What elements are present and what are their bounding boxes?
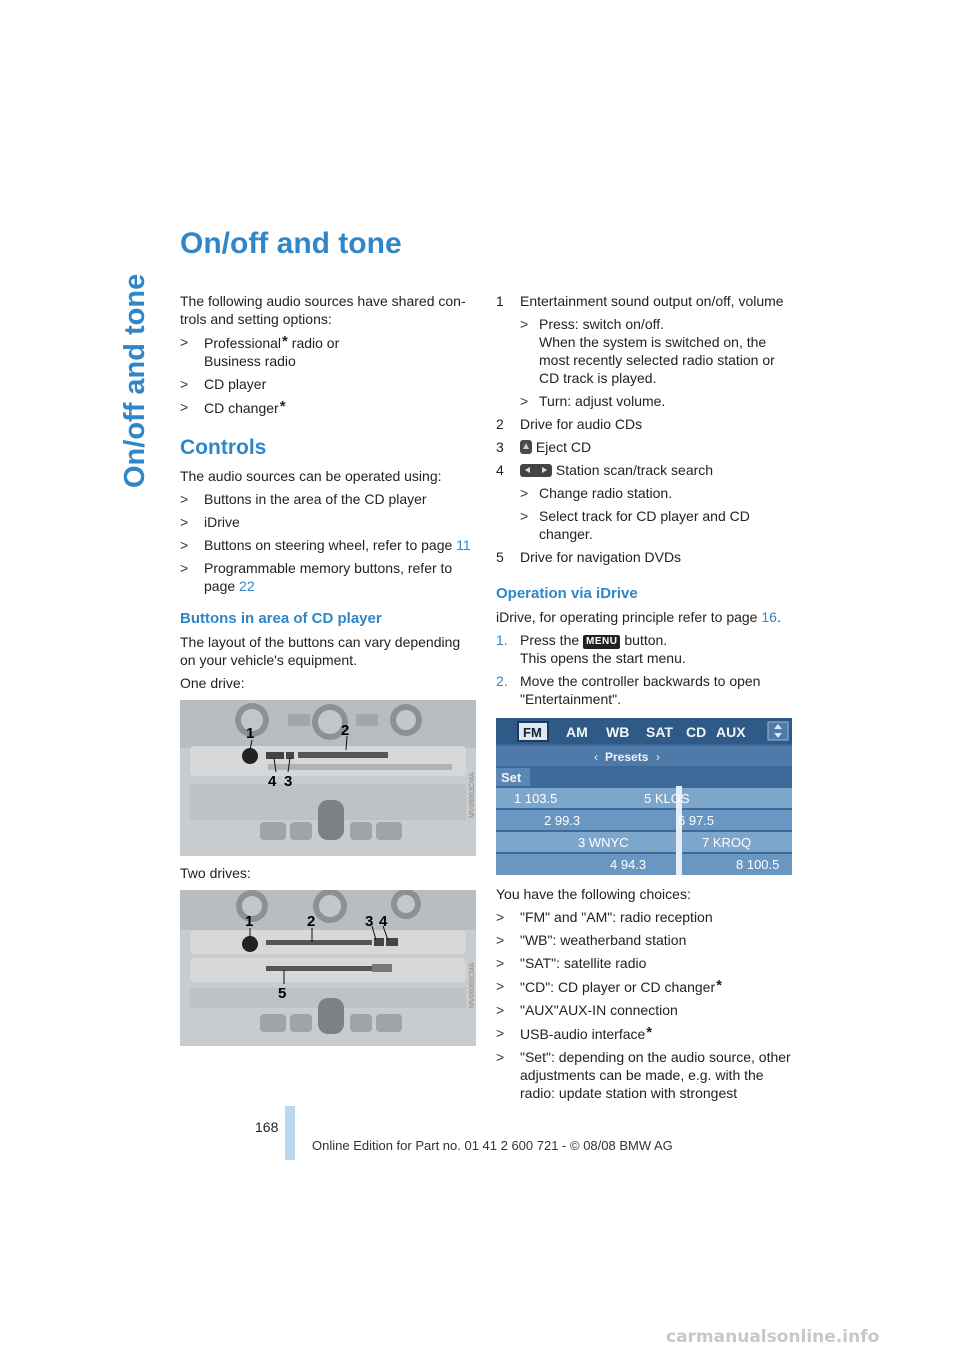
svg-text:›: › [656, 750, 660, 764]
callout-label: 2 [341, 722, 350, 739]
dashboard-one-drive-illustration [180, 700, 476, 856]
list-item [520, 315, 796, 387]
control-text: iDrive [204, 514, 240, 530]
list-item [180, 333, 476, 370]
presets-label: Presets [605, 750, 649, 764]
item-text: Drive for navigation DVDs [520, 549, 682, 565]
callout-label: 3 [284, 773, 293, 790]
item-text: Eject CD [535, 439, 592, 455]
list-item [520, 484, 796, 502]
one-drive-label: One drive: [180, 675, 245, 691]
sub-text: Press: switch on/off. [539, 316, 665, 332]
right-column [496, 292, 796, 1107]
bullet-mark: > [180, 334, 189, 350]
control-text: Programmable memory buttons, refer to page [204, 560, 453, 594]
station-5: 5 KLOS [644, 791, 690, 806]
subsection-heading-buttons: Buttons in area of CD player [180, 610, 382, 627]
list-item [496, 954, 796, 972]
item-number: 5 [496, 549, 504, 565]
callout-label: 5 [278, 985, 287, 1002]
list-item [180, 490, 476, 508]
item-number: 3 [496, 439, 504, 455]
station-2: 2 99.3 [544, 813, 581, 828]
item-number: 4 [496, 462, 504, 478]
list-item [496, 461, 796, 479]
intro-text: The following audio sources have shared con-trols and setting options: [180, 293, 466, 327]
control-text: Buttons in the area of the CD player [204, 491, 427, 507]
item-text: Entertainment sound output on/off, volume [520, 293, 784, 309]
step-item [496, 672, 796, 708]
source-text: Business radio [204, 353, 296, 369]
step-number: 2. [496, 673, 508, 689]
list-item [496, 931, 796, 949]
choice-text: "WB": weatherband station [520, 932, 687, 948]
tab-wb: WB [606, 724, 630, 740]
station-6: 6 97.5 [678, 813, 715, 828]
watermark: carmanualsonline.info [666, 1327, 880, 1347]
page-ref-link[interactable]: 22 [239, 578, 255, 594]
source-text: Professional [204, 335, 282, 351]
callout-label: 4 [268, 773, 277, 790]
list-item [496, 1024, 796, 1043]
callout-label: 3 [365, 913, 374, 930]
station-8: 8 100.5 [736, 857, 780, 872]
figure-code [466, 740, 476, 820]
optional-star: * [279, 398, 286, 415]
tab-fm: FM [523, 725, 542, 740]
menu-button-icon: MENU [583, 635, 620, 649]
section-heading-controls: Controls [180, 436, 267, 459]
svg-text:MV06063CMA: MV06063CMA [469, 772, 476, 818]
source-text: CD player [204, 376, 267, 392]
item-text: Station scan/track search [555, 462, 714, 478]
bullet-mark: > [520, 508, 529, 524]
page-number: 168 [255, 1119, 279, 1135]
choice-text: USB-audio interface [520, 1026, 646, 1042]
choice-text: "FM" and "AM": radio reception [520, 909, 713, 925]
station-3: 3 WNYC [578, 835, 629, 850]
tab-cd: CD [686, 724, 707, 740]
side-tab-label [114, 232, 154, 492]
list-item [520, 507, 796, 543]
bullet-mark: > [496, 1025, 505, 1041]
footer-bar [285, 1106, 295, 1160]
bullet-mark: > [180, 560, 189, 576]
list-item [180, 513, 476, 531]
choice-text: "AUX"AUX-IN connection [520, 1002, 678, 1018]
list-item [496, 1048, 796, 1102]
bullet-mark: > [496, 1002, 505, 1018]
svg-text:MV06065CMA: MV06065CMA [469, 962, 476, 1008]
bullet-mark: > [496, 1049, 505, 1065]
choices-intro: You have the following choices: [496, 886, 691, 902]
bullet-mark: > [180, 491, 189, 507]
figure-two-drives [180, 890, 476, 1046]
optional-star: * [646, 1024, 653, 1041]
svg-text:‹: ‹ [594, 750, 598, 764]
sub-text: Change radio station. [539, 485, 673, 501]
step-text: This opens the start menu. [520, 650, 686, 666]
bullet-mark: > [180, 399, 189, 415]
set-button: Set [501, 770, 522, 785]
bullet-mark: > [520, 316, 529, 332]
tab-aux: AUX [716, 724, 746, 740]
bullet-mark: > [180, 376, 189, 392]
item-number: 1 [496, 293, 504, 309]
list-item [180, 559, 476, 595]
idrive-intro-end: . [776, 609, 781, 625]
list-item [520, 392, 796, 410]
source-text: CD changer [204, 400, 279, 416]
step-text: Move the controller backwards to open "Entertainment". [520, 673, 761, 707]
choice-text: "CD": CD player or CD changer [520, 979, 716, 995]
sub-text: Select track for CD player and CD changer. [539, 508, 750, 542]
left-column [180, 292, 476, 1054]
bullet-mark: > [180, 537, 189, 553]
item-text: Drive for audio CDs [520, 416, 643, 432]
dashboard-two-drives-illustration [180, 890, 476, 1046]
step-number: 1. [496, 632, 508, 648]
callout-label: 1 [245, 913, 254, 930]
controls-intro: The audio sources can be operated using: [180, 468, 442, 484]
scan-arrows-icon [520, 464, 552, 477]
list-item [180, 375, 476, 393]
idrive-intro-text: iDrive, for operating principle refer to page [496, 609, 762, 625]
list-item [496, 292, 796, 310]
list-item [496, 415, 796, 433]
item-number: 2 [496, 416, 504, 432]
bullet-mark: > [496, 955, 505, 971]
list-item [180, 536, 476, 554]
idrive-screen-figure [496, 718, 792, 875]
page-ref-link[interactable]: 16 [761, 609, 777, 625]
sub-text: Turn: adjust volume. [539, 393, 666, 409]
station-7: 7 KROQ [702, 835, 752, 850]
callout-label: 4 [379, 913, 388, 930]
page-ref-link[interactable]: 11 [456, 537, 471, 553]
sub-text: When the system is switched on, the most recently selected radio station or CD track is played. [539, 334, 775, 386]
source-text: radio or [287, 335, 340, 351]
page-title: On/off and tone [180, 227, 402, 260]
list-item [496, 908, 796, 926]
svg-text:On/off and tone: On/off and tone [119, 273, 151, 488]
bullet-mark: > [520, 485, 529, 501]
callout-label: 1 [246, 725, 255, 742]
step-text: button. [620, 632, 668, 648]
step-text: Press the [520, 632, 584, 648]
idrive-radio-screen [496, 718, 792, 875]
footer-edition: Online Edition for Part no. 01 41 2 600 721 - © 08/08 BMW AG [312, 1138, 673, 1153]
list-item [496, 977, 796, 996]
list-item [496, 548, 796, 566]
list-item [496, 438, 796, 456]
two-drives-label: Two drives: [180, 865, 251, 881]
station-1: 1 103.5 [514, 791, 558, 806]
bullet-mark: > [496, 978, 505, 994]
subsection-heading-idrive: Operation via iDrive [496, 585, 638, 602]
station-4: 4 94.3 [610, 857, 647, 872]
step-item [496, 631, 796, 667]
tab-am: AM [566, 724, 588, 740]
optional-star: * [716, 977, 722, 994]
figure-code [466, 930, 476, 1010]
list-item [180, 398, 476, 417]
bullet-mark: > [496, 909, 505, 925]
side-tab [0, 0, 160, 1358]
choice-text: "Set": depending on the audio source, other adjustments can be made, e.g. with the radio: update station with strongest [520, 1049, 791, 1101]
eject-icon [520, 440, 532, 454]
callout-label: 2 [307, 913, 316, 930]
list-item [496, 1001, 796, 1019]
bullet-mark: > [180, 514, 189, 530]
bullet-mark: > [520, 393, 529, 409]
control-text: Buttons on steering wheel, refer to page [204, 537, 457, 553]
bullet-mark: > [496, 932, 505, 948]
choice-text: "SAT": satellite radio [520, 955, 647, 971]
optional-star: * [282, 333, 288, 350]
buttons-intro: The layout of the buttons can vary depending on your vehicle's equipment. [180, 634, 461, 668]
idrive-intro [496, 608, 796, 626]
figure-one-drive [180, 700, 476, 856]
tab-sat: SAT [646, 724, 673, 740]
